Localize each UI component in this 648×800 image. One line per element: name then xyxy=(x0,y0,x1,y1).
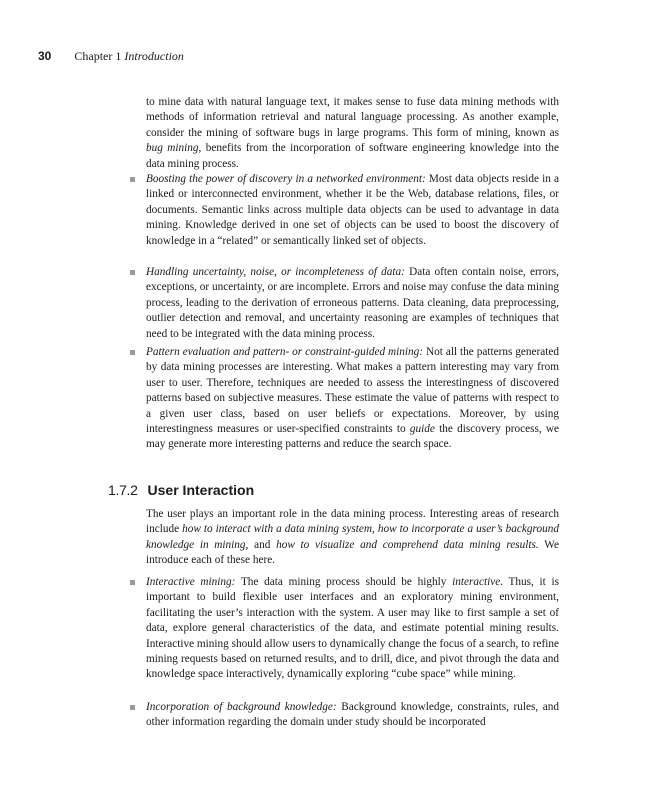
bullet-heading: Boosting the power of discovery in a networked environment: xyxy=(146,173,426,185)
bullet-body: Background knowledge, constraints, rules, and other information regarding the domain under study should be incorporated xyxy=(146,701,559,729)
bullet-square-icon xyxy=(130,177,135,182)
bullet-pattern-evaluation: Pattern evaluation and pattern- or constraint-guided mining: Not all the patterns generated by data mining processes are interesting. What makes a pattern interesting may vary from user to user. Therefore, techniques are needed to assess the interestingness of discovered patterns based on subjective measures. These estimate the value of patterns with respect to a given user class, based on user beliefs or expectations. Moreover, by using interestingness measures or user-specified constraints to guide the discovery process, we may generate more interesting patterns and reduce the search space. xyxy=(146,345,559,453)
bullet-body: Data often contain noise, errors, exceptions, or uncertainty, or are incomplete. Errors and noise may confuse the data mining process, leading to the derivation of erroneous patterns. Data cleaning, data preprocessing, outlier detection and removal, and uncertainty reasoning are examples of techniques that need to be integrated with the data mining process. xyxy=(146,266,559,340)
bullet-square-icon xyxy=(130,580,135,585)
chapter-label: Chapter 1 xyxy=(74,49,122,63)
page-number: 30 xyxy=(38,49,52,63)
bullet-body: Most data objects reside in a linked or interconnected environment, whether it be the Web, database relations, files, or documents. Semantic links across multiple data objects can be used to advantage in data mining. Knowledge derived in one set of objects can be used to boost the discovery of knowledge in a “related” or semantically linked set of objects. xyxy=(146,173,560,247)
bullet-square-icon xyxy=(130,270,135,275)
bullet-networked-discovery xyxy=(146,172,559,249)
section-heading xyxy=(108,482,254,498)
continuation-paragraph: to mine data with natural language text, it makes sense to fuse data mining methods with methods of information retrieval and natural language processing. As another example, consider the mining of software bugs in large programs. This form of mining, known as bug mining, benefits from the incorporation of software engineering knowledge into the data mining process. xyxy=(146,96,559,170)
bullet-heading: Pattern evaluation and pattern- or constraint-guided mining: xyxy=(146,346,424,358)
bullet-square-icon xyxy=(130,705,135,710)
running-header xyxy=(38,49,184,64)
section-intro-paragraph: The user plays an important role in the data mining process. Interesting areas of research include how to interact with a data mining system, how to incorporate a user’s background knowledge in mining, and how to visualize and comprehend data mining results. We introduce each of these here. xyxy=(146,508,559,567)
bullet-uncertainty xyxy=(146,265,559,342)
bullet-square-icon xyxy=(130,350,135,355)
bullet-interactive-mining: Interactive mining: The data mining process should be highly interactive. Thus, it is important to build flexible user interfaces and an exploratory mining environment, facilitating the user’s interaction with the system. A user may like to first sample a set of data, explore general characteristics of the data, and estimate potential mining results. Interactive mining should allow users to dynamically change the focus of a search, to refine mining requests based on returned results, and to drill, dice, and pivot through the data and knowledge space interactively, dynamically exploring “cube space” while mining. xyxy=(146,575,559,683)
section-number: 1.7.2 xyxy=(108,482,138,498)
bullet-heading: Interactive mining: xyxy=(146,576,236,588)
bullet-background-knowledge xyxy=(146,700,559,731)
chapter-title: Introduction xyxy=(124,49,184,63)
bullet-heading: Handling uncertainty, noise, or incompleteness of data: xyxy=(146,266,405,278)
bullet-heading: Incorporation of background knowledge: xyxy=(146,701,337,713)
section-title: User Interaction xyxy=(147,482,255,498)
